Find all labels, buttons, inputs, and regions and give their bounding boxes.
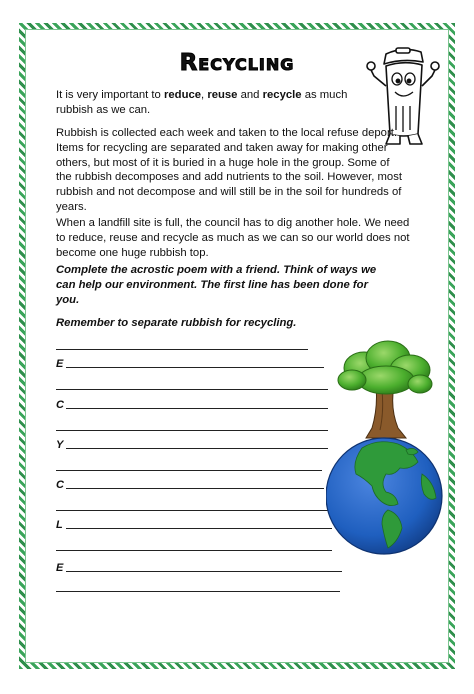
writing-line[interactable] bbox=[56, 419, 328, 433]
writing-rule bbox=[56, 591, 340, 592]
rubbish-paragraph: Rubbish is collected each week and taken to the local refuse deport. Items for recycling are separated and taken away for making other others, but most of it is buried in a huge hole in the group. Some of the rubbish decomposes and add nutrients to the soil. However, most rubbish and not decompose and will still be in the soil for hundreds of years. bbox=[56, 127, 403, 213]
tree-on-globe-icon bbox=[326, 338, 446, 560]
acrostic-line-l[interactable] bbox=[56, 517, 332, 531]
landfill-paragraph: When a landfill site is full, the council has to dig another hole. We need to reduce, reuse and recycle as much as we can so our world does not become one huge rubbish top. bbox=[56, 217, 410, 259]
writing-rule bbox=[66, 408, 328, 409]
writing-line[interactable] bbox=[56, 580, 340, 594]
acrostic-first-line: Remember to separate rubbish for recycling. bbox=[56, 317, 297, 329]
acrostic-line-c[interactable] bbox=[56, 397, 328, 411]
writing-rule bbox=[56, 430, 328, 431]
page-title: Recycling bbox=[179, 50, 295, 76]
acrostic-line-y[interactable] bbox=[56, 437, 328, 451]
writing-line[interactable] bbox=[56, 459, 322, 473]
intro-sep: and bbox=[237, 89, 263, 101]
writing-rule bbox=[66, 571, 342, 572]
acrostic-letter: Y bbox=[56, 439, 64, 451]
writing-rule bbox=[56, 389, 328, 390]
writing-rule bbox=[66, 488, 324, 489]
acrostic-line-c2[interactable] bbox=[56, 477, 324, 491]
writing-rule bbox=[56, 349, 308, 350]
writing-rule bbox=[66, 448, 328, 449]
recycle-word: recycle bbox=[262, 89, 302, 101]
reduce-word: reduce bbox=[163, 89, 202, 101]
instructions-paragraph: Complete the acrostic poem with a friend. Think of ways we can help our environment. The first line has been done for you. bbox=[56, 264, 377, 306]
acrostic-line-e2[interactable] bbox=[56, 560, 342, 574]
reuse-word: reuse bbox=[207, 89, 238, 101]
acrostic-letter: C bbox=[56, 479, 64, 491]
intro-paragraph bbox=[56, 88, 356, 118]
writing-line[interactable] bbox=[56, 378, 328, 392]
acrostic-line-e[interactable] bbox=[56, 356, 324, 370]
acrostic-letter: L bbox=[56, 519, 63, 531]
writing-rule bbox=[66, 528, 332, 529]
writing-rule bbox=[56, 510, 328, 511]
writing-line[interactable] bbox=[56, 539, 332, 553]
writing-rule bbox=[56, 550, 332, 551]
intro-text-end: as much rubbish as we can. bbox=[56, 89, 348, 116]
intro-sep: , bbox=[201, 89, 208, 101]
writing-rule bbox=[56, 470, 322, 471]
writing-line[interactable] bbox=[56, 338, 308, 352]
acrostic-letter: E bbox=[56, 562, 64, 574]
intro-text: It is very important to bbox=[56, 89, 164, 101]
writing-rule bbox=[66, 367, 324, 368]
acrostic-letter: C bbox=[56, 399, 64, 411]
writing-line[interactable] bbox=[56, 499, 328, 513]
acrostic-letter: E bbox=[56, 358, 64, 370]
